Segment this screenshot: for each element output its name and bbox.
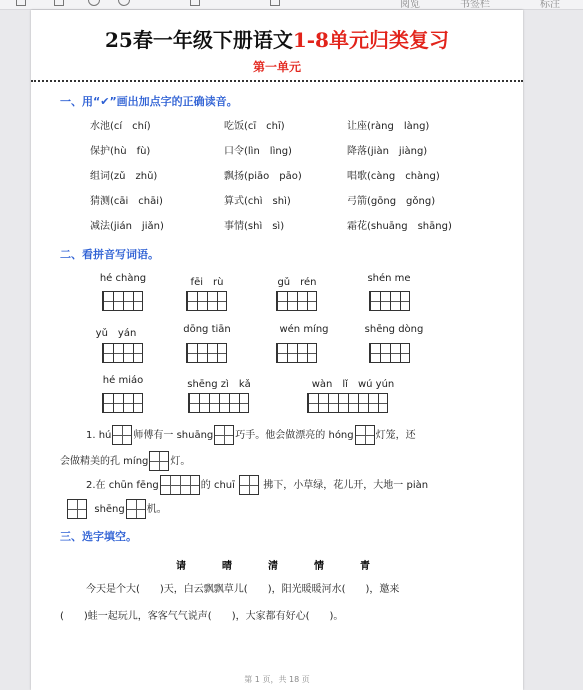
reading-item: 减法(jián jiǎn) <box>90 221 164 232</box>
writing-grid <box>188 393 249 413</box>
pinyin-label: hé chàng <box>99 273 147 284</box>
page-title-highlight: 1-8单元归类复习 <box>292 28 449 52</box>
section2-heading: 二、看拼音写词语。 <box>60 248 159 261</box>
reading-item: 吃饭(cī chī) <box>224 121 285 132</box>
fill-blank-line2: ( )蛙一起玩儿，客客气气说声( )，大家都有好心( )。 <box>60 611 344 622</box>
writing-grid <box>186 291 227 311</box>
reading-item: 口令(lìn lìng) <box>224 146 292 157</box>
answer-box[interactable] <box>214 425 234 445</box>
pinyin-label: shén me <box>367 273 411 284</box>
answer-box[interactable] <box>160 475 200 495</box>
pinyin-label: dōng tiān <box>183 324 231 335</box>
toolbar-item-read[interactable]: 阅览 <box>400 0 420 10</box>
reading-item: 组词(zǔ zhǔ) <box>90 171 158 182</box>
unit-subtitle: 第一单元 <box>252 60 301 74</box>
answer-box[interactable] <box>67 499 87 519</box>
viewer-toolbar <box>0 0 583 10</box>
choice-char: 青 <box>360 561 370 572</box>
reading-item: 事情(shì sì) <box>224 221 285 232</box>
reading-item: 唱歌(càng chàng) <box>347 171 440 182</box>
writing-grid <box>102 343 143 363</box>
question-2-line1: 2.在 chūn fēng 的 chuī 拂下，小草绿，花儿开，大地一 piàn <box>86 475 428 496</box>
dotted-divider <box>31 80 523 82</box>
page-title: 25春一年级下册语文1-8单元归类复习 <box>105 28 449 52</box>
question-1-line2: 会做精美的孔 míng 灯。 <box>60 451 190 472</box>
answer-box[interactable] <box>112 425 132 445</box>
writing-grid <box>369 343 410 363</box>
question-2-line2: shēng 机。 <box>66 499 167 520</box>
pinyin-label: shēng dòng <box>364 324 424 335</box>
reading-item: 让座(ràng làng) <box>347 121 430 132</box>
page-icon[interactable] <box>16 0 26 6</box>
fill-blank-line1: 今天是个大( )天，白云飘飘草儿( )，阳光暖暖河水( )，邀来 <box>86 584 400 595</box>
reading-item: 降落(jiàn jiàng) <box>347 146 428 157</box>
pinyin-label: yǔ yán <box>95 328 137 339</box>
reading-item: 飘扬(piāo pāo) <box>224 171 302 182</box>
page-number: 第 1 页，共 18 页 <box>244 675 310 684</box>
toolbar-item-annotate[interactable]: 标注 <box>540 0 560 10</box>
toolbar-item-bookmarks[interactable]: 书签栏 <box>460 0 490 10</box>
writing-grid <box>102 393 143 413</box>
question-1-line1: 1. hú 师傅有一 shuāng 巧手。他会做漂亮的 hóng 灯笼，还 <box>86 425 416 446</box>
zoom-out-icon[interactable] <box>88 0 100 6</box>
document-page <box>31 10 523 690</box>
writing-grid <box>102 291 143 311</box>
pinyin-label: hé miáo <box>102 375 144 386</box>
writing-grid <box>307 393 388 413</box>
reading-item: 霜花(shuāng shāng) <box>347 221 452 232</box>
writing-grid <box>276 291 317 311</box>
answer-box[interactable] <box>239 475 259 495</box>
answer-box[interactable] <box>149 451 169 471</box>
pinyin-label: wàn lǐ wú yún <box>311 379 395 390</box>
section3-heading: 三、选字填空。 <box>60 530 137 543</box>
pinyin-label: fēi rù <box>190 277 224 288</box>
writing-grid <box>369 291 410 311</box>
reading-item: 猜测(cāi chāi) <box>90 196 163 207</box>
pinyin-label: wén míng <box>279 324 329 335</box>
single-page-icon[interactable] <box>190 0 200 6</box>
character-choices <box>158 554 388 573</box>
reading-item: 保护(hù fù) <box>90 146 151 157</box>
choice-char: 清 <box>268 561 278 572</box>
reading-item: 弓箭(gōng gǒng) <box>347 196 436 207</box>
choice-char: 请 <box>176 561 186 572</box>
choice-char: 情 <box>314 561 324 572</box>
fit-page-icon[interactable] <box>270 0 280 6</box>
pinyin-label: shēng zì kǎ <box>187 379 251 390</box>
zoom-in-icon[interactable] <box>118 0 130 6</box>
reading-item: 算式(chì shì) <box>224 196 291 207</box>
choice-char: 晴 <box>222 561 232 572</box>
section1-heading: 一、用“✔”画出加点字的正确读音。 <box>60 95 238 108</box>
pinyin-label: gǔ rén <box>277 277 317 288</box>
page-icon[interactable] <box>54 0 64 6</box>
answer-box[interactable] <box>126 499 146 519</box>
reading-item: 水池(cí chí) <box>90 121 151 132</box>
answer-box[interactable] <box>355 425 375 445</box>
writing-grid <box>276 343 317 363</box>
writing-grid <box>186 343 227 363</box>
